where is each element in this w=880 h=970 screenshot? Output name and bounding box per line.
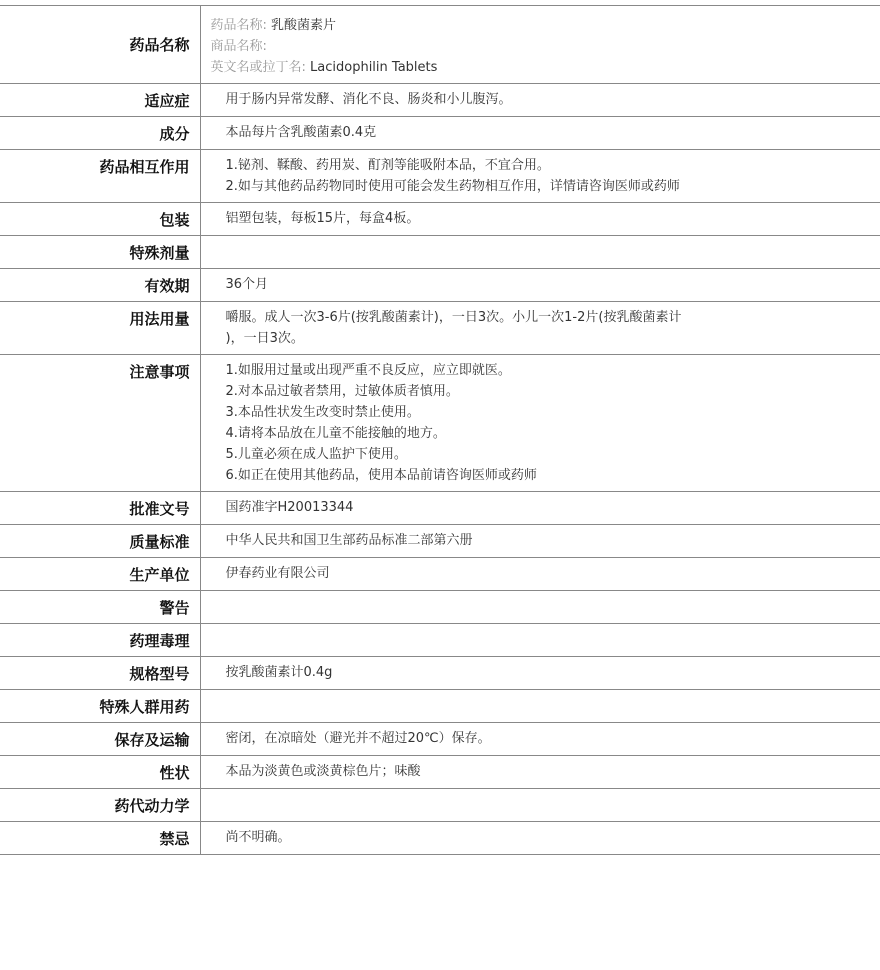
value-line: 国药准字H20013344 bbox=[225, 500, 354, 515]
row-value bbox=[200, 591, 880, 624]
row-special_groups bbox=[0, 690, 880, 723]
row-manufacturer bbox=[0, 558, 880, 591]
value-line: 密闭，在凉暗处（避光并不超过20℃）保存。 bbox=[225, 731, 491, 746]
row-usage bbox=[0, 302, 880, 355]
row-standard bbox=[0, 525, 880, 558]
row-interactions bbox=[0, 150, 880, 203]
value-line: 尚不明确。 bbox=[225, 830, 291, 845]
value-line: 中华人民共和国卫生部药品标准二部第六册 bbox=[225, 533, 473, 548]
value-line: 铝塑包装，每板15片，每盒4板。 bbox=[225, 211, 420, 226]
row-value bbox=[200, 624, 880, 657]
row-value bbox=[200, 756, 880, 789]
value-line: )，一日3次。 bbox=[225, 331, 304, 346]
value-line: 1.如服用过量或出现严重不良反应，应立即就医。 bbox=[225, 363, 511, 378]
value-line: 6.如正在使用其他药品，使用本品前请咨询医师或药师 bbox=[225, 468, 537, 483]
row-label: 质量标准 bbox=[0, 525, 200, 558]
row-label: 药代动力学 bbox=[0, 789, 200, 822]
value-line: 2.如与其他药品药物同时使用可能会发生药物相互作用，详情请咨询医师或药师 bbox=[225, 179, 680, 194]
row-pharmacokinetics bbox=[0, 789, 880, 822]
row-label: 特殊人群用药 bbox=[0, 690, 200, 723]
drug-info-table bbox=[0, 5, 880, 855]
row-toxicology bbox=[0, 624, 880, 657]
row-precautions bbox=[0, 355, 880, 492]
row-package bbox=[0, 203, 880, 236]
row-special_dosage bbox=[0, 236, 880, 269]
row-specification bbox=[0, 657, 880, 690]
row-label: 药理毒理 bbox=[0, 624, 200, 657]
value-line: 36个月 bbox=[225, 277, 269, 292]
row-label: 生产单位 bbox=[0, 558, 200, 591]
row-label: 有效期 bbox=[0, 269, 200, 302]
row-label: 用法用量 bbox=[0, 302, 200, 355]
row-label: 注意事项 bbox=[0, 355, 200, 492]
row-appearance bbox=[0, 756, 880, 789]
row-label: 保存及运输 bbox=[0, 723, 200, 756]
row-value bbox=[200, 269, 880, 302]
value-line: 本品每片含乳酸菌素0.4克 bbox=[225, 125, 377, 140]
row-value bbox=[200, 117, 880, 150]
english-name-label: 英文名或拉丁名: bbox=[210, 60, 306, 75]
value-line: 嚼服。成人一次3-6片(按乳酸菌素计)，一日3次。小儿一次1-2片(按乳酸菌素计 bbox=[225, 310, 682, 325]
row-value bbox=[200, 657, 880, 690]
english-name-line bbox=[211, 57, 871, 78]
row-value bbox=[200, 558, 880, 591]
value-line: 5.儿童必须在成人监护下使用。 bbox=[225, 447, 407, 462]
row-value bbox=[200, 150, 880, 203]
row-label: 药品相互作用 bbox=[0, 150, 200, 203]
row-value bbox=[200, 84, 880, 117]
row-drug-name bbox=[0, 6, 880, 84]
generic-name-label: 药品名称: bbox=[210, 18, 267, 33]
row-value bbox=[200, 723, 880, 756]
row-value bbox=[200, 6, 880, 84]
row-value bbox=[200, 302, 880, 355]
row-warning bbox=[0, 591, 880, 624]
value-line: 3.本品性状发生改变时禁止使用。 bbox=[225, 405, 420, 420]
row-label: 成分 bbox=[0, 117, 200, 150]
row-label: 规格型号 bbox=[0, 657, 200, 690]
row-value bbox=[200, 525, 880, 558]
value-line: 伊春药业有限公司 bbox=[225, 566, 330, 581]
row-value bbox=[200, 203, 880, 236]
row-value bbox=[200, 690, 880, 723]
row-indications bbox=[0, 84, 880, 117]
trade-name-label: 商品名称: bbox=[210, 39, 267, 54]
row-label: 特殊剂量 bbox=[0, 236, 200, 269]
drug-info-sheet bbox=[0, 5, 880, 855]
value-line: 本品为淡黄色或淡黄棕色片；味酸 bbox=[225, 764, 421, 779]
value-line: 1.铋剂、鞣酸、药用炭、酊剂等能吸附本品，不宜合用。 bbox=[225, 158, 550, 173]
value-line: 用于肠内异常发酵、消化不良、肠炎和小儿腹泻。 bbox=[225, 92, 512, 107]
row-contraindications bbox=[0, 822, 880, 855]
row-label: 禁忌 bbox=[0, 822, 200, 855]
value-line: 按乳酸菌素计0.4g bbox=[225, 665, 333, 680]
generic-name-value: 乳酸菌素片 bbox=[271, 18, 337, 33]
row-label: 药品名称 bbox=[0, 6, 200, 84]
row-value bbox=[200, 236, 880, 269]
row-value bbox=[200, 492, 880, 525]
row-label: 警告 bbox=[0, 591, 200, 624]
english-name-value: Lacidophilin Tablets bbox=[310, 60, 438, 75]
row-shelf_life bbox=[0, 269, 880, 302]
value-line: 2.对本品过敏者禁用，过敏体质者慎用。 bbox=[225, 384, 459, 399]
row-label: 包装 bbox=[0, 203, 200, 236]
value-line: 4.请将本品放在儿童不能接触的地方。 bbox=[225, 426, 446, 441]
row-value bbox=[200, 789, 880, 822]
row-label: 性状 bbox=[0, 756, 200, 789]
row-value bbox=[200, 822, 880, 855]
row-label: 适应症 bbox=[0, 84, 200, 117]
generic-name-line bbox=[211, 15, 871, 36]
trade-name-line bbox=[211, 36, 871, 57]
row-label: 批准文号 bbox=[0, 492, 200, 525]
row-value bbox=[200, 355, 880, 492]
row-approval bbox=[0, 492, 880, 525]
row-composition bbox=[0, 117, 880, 150]
row-storage bbox=[0, 723, 880, 756]
